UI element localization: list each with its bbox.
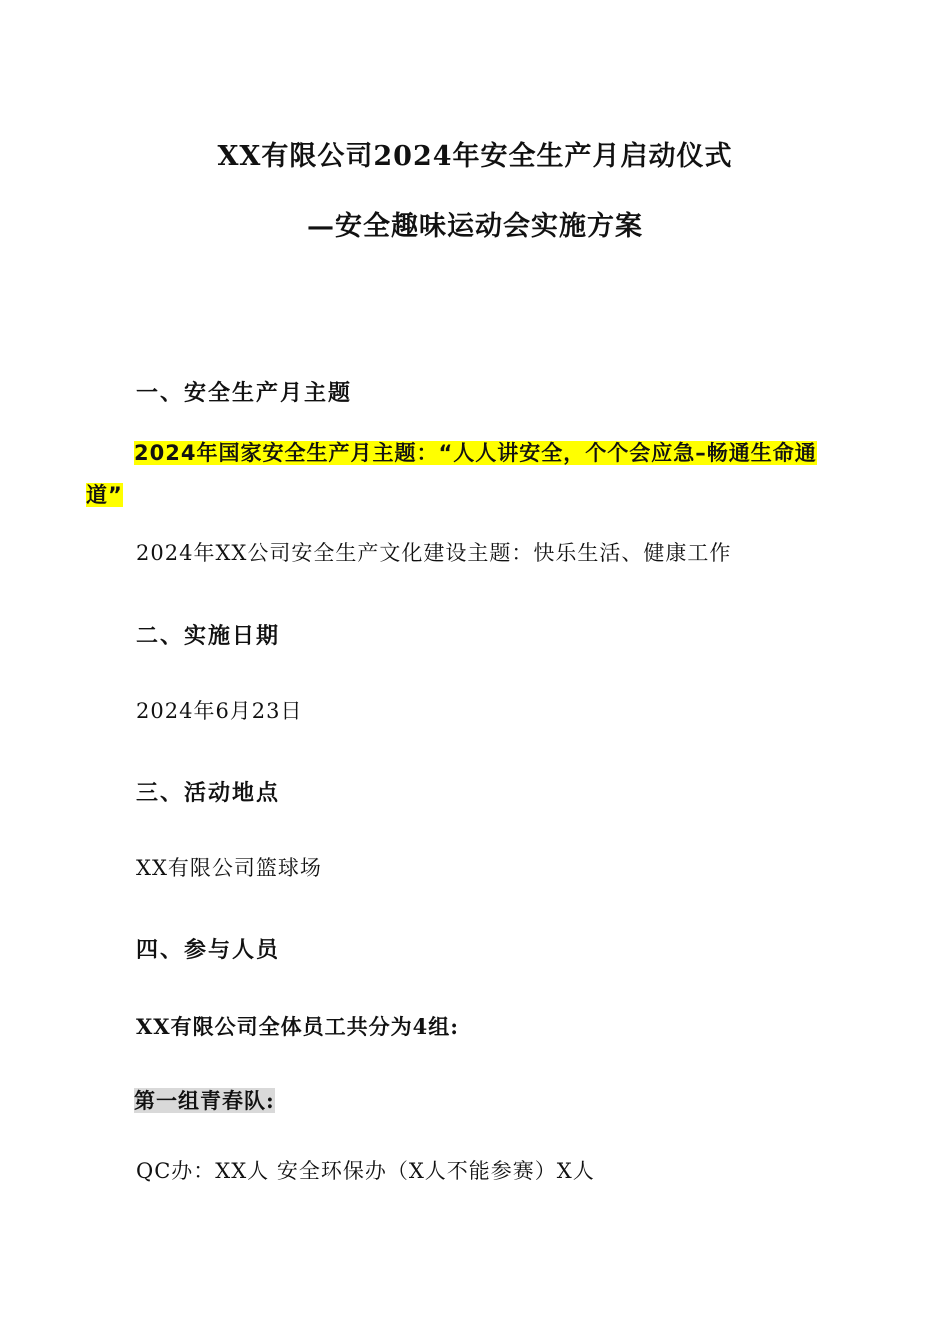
implementation-date: 2024年6月23日 [136,699,303,723]
section-3-heading: 三、活动地点 [136,780,281,806]
groups-intro: XX有限公司全体员工共分为4组: [136,1014,459,1039]
national-theme-text-2: 道” [86,483,123,507]
document-title-line2: —安全趣味运动会实施方案 [307,211,643,242]
group1-title-line [134,1085,275,1115]
section-2-heading: 二、实施日期 [136,623,281,649]
national-theme-line1 [134,437,817,467]
group1-members: QC办：XX人 安全环保办（X人不能参赛）X人 [136,1159,595,1183]
section-4-heading: 四、参与人员 [136,937,281,963]
national-theme-line2 [86,479,123,509]
section-1-heading: 一、安全生产月主题 [136,380,353,406]
national-theme-text-1: 2024年国家安全生产月主题：“人人讲安全，个个会应急–畅通生命通 [134,441,817,465]
event-place: XX有限公司篮球场 [136,856,322,880]
document-title-line1: XX有限公司2024年安全生产月启动仪式 [217,141,733,172]
group1-title: 第一组青春队: [134,1088,275,1113]
company-theme: 2024年XX公司安全生产文化建设主题：快乐生活、健康工作 [136,541,732,565]
